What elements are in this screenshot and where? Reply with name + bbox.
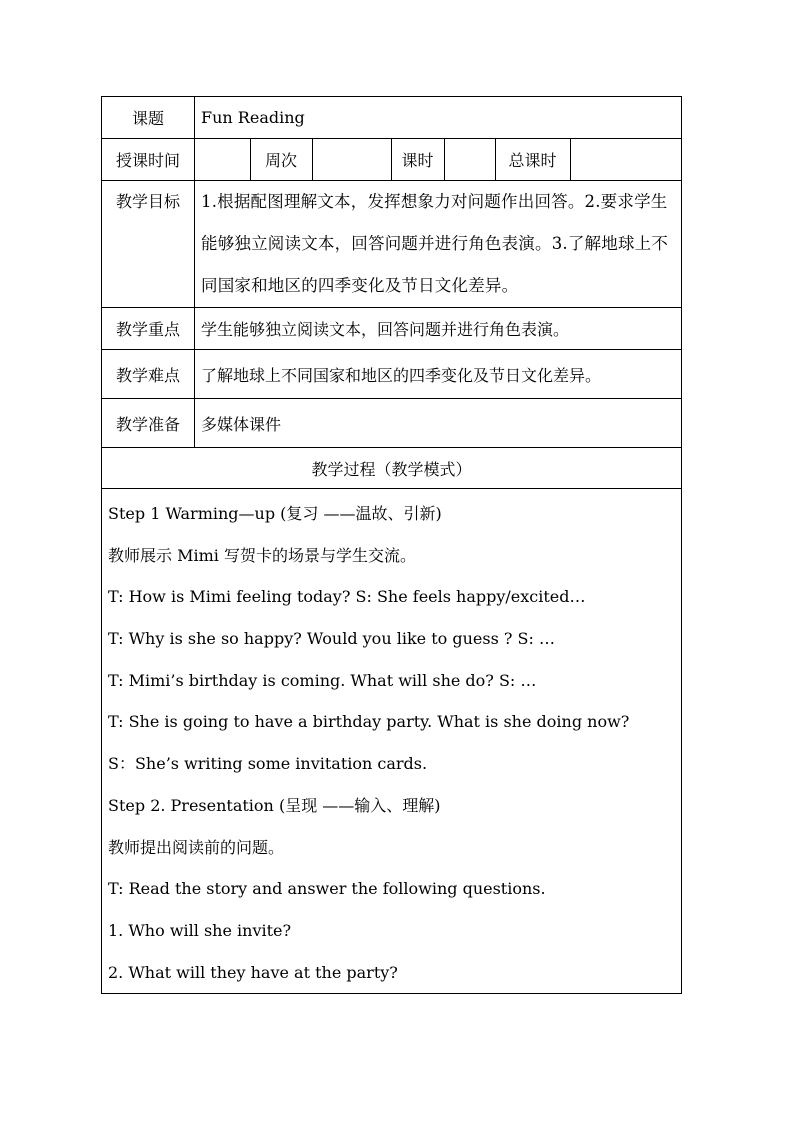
- process-line: Step 2. Presentation (呈现 ——输入、理解): [108, 795, 441, 815]
- process-line: S：She’s writing some invitation cards.: [108, 754, 428, 774]
- process-line: 教师提出阅读前的问题。: [108, 837, 285, 857]
- total-label: 总课时: [495, 139, 570, 180]
- lesson-plan-table: [101, 96, 682, 994]
- process-line: 教师展示 Mimi 写贺卡的场景与学生交流。: [108, 545, 416, 565]
- goal-value: 1.根据配图理解文本，发挥想象力对问题作出回答。2.要求学生能够独立阅读文本，回答问题并进行角色表演。3.了解地球上不同国家和地区的四季变化及节日文化差异。: [195, 181, 682, 308]
- goal-row: [102, 181, 682, 308]
- difficulty-label: 教学难点: [102, 350, 195, 399]
- prep-row: [102, 399, 682, 448]
- key-value: 学生能够独立阅读文本，回答问题并进行角色表演。: [195, 308, 682, 350]
- process-line: Step 1 Warming—up (复习 ——温故、引新): [108, 504, 442, 523]
- period-label: 课时: [391, 139, 444, 180]
- time-details-cell: [195, 139, 682, 181]
- key-label: 教学重点: [102, 308, 195, 350]
- goal-label: 教学目标: [102, 181, 195, 308]
- time-details: [195, 139, 681, 180]
- process-header-row: [102, 448, 682, 489]
- title-row: [102, 97, 682, 139]
- period-value: [444, 139, 495, 180]
- title-label: 课题: [102, 97, 195, 139]
- key-row: [102, 308, 682, 350]
- time-label: 授课时间: [102, 139, 195, 181]
- process-line: T: How is Mimi feeling today? S: She feels happy/excited…: [108, 587, 586, 607]
- process-line: T: Why is she so happy? Would you like to guess ? S: …: [108, 629, 555, 649]
- process-line: T: Mimi’s birthday is coming. What will she do? S: …: [108, 670, 537, 690]
- difficulty-row: [102, 350, 682, 399]
- time-value: [195, 139, 250, 180]
- difficulty-value: 了解地球上不同国家和地区的四季变化及节日文化差异。: [195, 350, 682, 399]
- process-line: T: She is going to have a birthday party. What is she doing now?: [108, 712, 630, 732]
- prep-label: 教学准备: [102, 399, 195, 448]
- week-value: [312, 139, 391, 180]
- title-value: Fun Reading: [195, 97, 682, 139]
- process-content: [102, 489, 682, 994]
- prep-value: 多媒体课件: [195, 399, 682, 448]
- time-row: [102, 139, 682, 181]
- week-label: 周次: [250, 139, 312, 180]
- process-line: T: Read the story and answer the following questions.: [108, 879, 546, 899]
- total-value: [570, 139, 681, 180]
- process-line: 1. Who will she invite?: [108, 920, 292, 940]
- process-line: 2. What will they have at the party?: [108, 962, 398, 982]
- process-header: 教学过程（教学模式）: [102, 448, 682, 489]
- process-row: [102, 489, 682, 994]
